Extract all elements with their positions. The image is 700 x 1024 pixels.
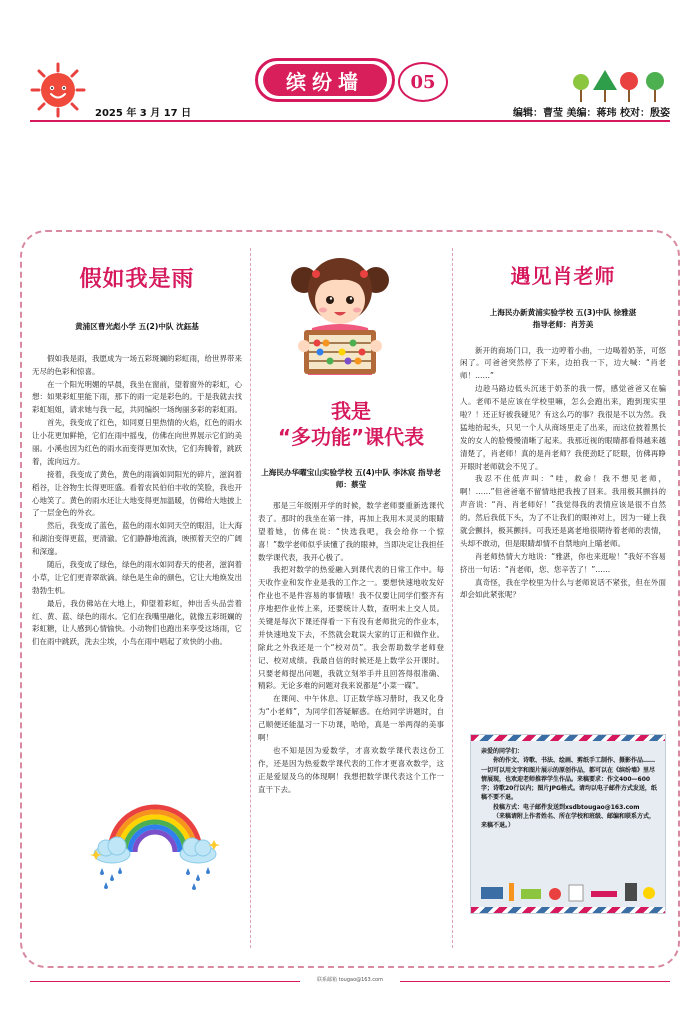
notice-email: 投稿方式：电子邮件发送到xsdbtougao@163.com (493, 803, 640, 811)
article-body (32, 353, 242, 649)
issue-date: 2025 年 3 月 17 日 (95, 108, 192, 119)
article-body (258, 500, 444, 796)
paragraph: 新开的商场门口，我一边哼着小曲，一边喝着奶茶，可悠闲了。可爸爸突然停了下来，边拍我一下，边大喊：“肖老师！……” (460, 345, 666, 381)
article-teacher (460, 250, 666, 602)
article-title: 遇见肖老师 (510, 264, 616, 288)
paragraph: 随后，我变成了绿色，绿色的雨水如同春天的使者，滋润着小草，让它们更青翠欲滴。绿色是生命的颜色，它让大地焕发出勃勃生机。 (32, 560, 242, 595)
paragraph: 首先，我变成了红色，如同夏日里热情的火焰，红色的雨水让小花更加鲜艳，它们在雨中摇曳，仿佛在向世界展示它们的美丽。小溪也因为红色的雨水而变得更加欢快，它们奔腾着，跳跃着，流向远方。 (32, 418, 242, 466)
submission-notice (470, 734, 666, 914)
sun-mascot-icon (30, 62, 86, 118)
column-divider (452, 248, 453, 948)
section-title: 缤纷墙 (263, 64, 387, 96)
article-body (460, 345, 666, 603)
notice-salutation: 亲爱的同学们： (481, 748, 524, 755)
paragraph: 我忍不住低声叫：“哇，救命！我不想见老师，啊！……”但爸爸毫不留情地把我拽了回来。我用极其颤抖的声音说：“肖、肖老师好！”我觉得我的表情应该是很不自然的。然后我低下头，为了不让我们的眼神对上，因为一碰上我就会颤抖，极其颤抖。可我还是离老地很期待着老师的表情，头却不敢动，但是眼睛却情不自禁地向上瞄老师。 (460, 474, 666, 548)
section-title-badge (255, 58, 395, 102)
paragraph: 假如我是雨，我愿成为一场五彩斑斓的彩虹雨，给世界带来无尽的色彩和惊喜。 (32, 353, 242, 376)
byline-teacher: 指导老师：肖芳美 (532, 319, 594, 329)
paragraph: 然后，我变成了蓝色，蓝色的雨水如同天空的眼泪，让大海和湖泊变得更蓝，更清澈。它们静静地流淌，映照着天空的广阔和深邃。 (32, 521, 242, 557)
article-byline: 上海民办华曜宝山实验学校 五(4)中队 李沐宸 指导老师：蔡莹 (261, 468, 441, 489)
notice-stripe (471, 735, 665, 741)
rainbow-illustration-icon (90, 790, 220, 890)
paragraph: 真奇怪，我在学校里为什么与老师说话不紧张，但在外面却会如此紧张呢？ (460, 577, 666, 600)
paragraph: 接着，我变成了黄色，黄色的雨滴如同阳光的碎片，滋润着稻谷，让谷物生长得更旺盛。看着农民伯伯丰收的笑脸，我也开心地笑了。黄色的雨水还让大地变得更加温暖，仿佛给大地披上了一层金色的外衣。 (32, 469, 242, 518)
paragraph: 肖老师热情大方地说：“雅湛，你也来逛啦！”我好不容易挤出一句话：“肖老师，您、您辛苦了！”…… (460, 551, 666, 574)
girl-with-abacus-illustration-icon (290, 250, 390, 385)
footer-contact: 联系邮箱 tougao@163.com (311, 977, 389, 983)
notice-note: （来稿请附上作者姓名、所在学校和班级、邮编和联系方式，来稿不退。） (481, 813, 656, 830)
article-rain (32, 250, 242, 649)
paragraph: 也不知是因为爱数学，才喜欢数学课代表这份工作，还是因为热爱数学课代表的工作才更喜欢数学，这正是爱屋及乌的体现啊！我想把数学课代表这个工作一直干下去。 (258, 745, 444, 794)
paragraph: 我把对数学的热爱融入到课代表的日常工作中。每天收作业和发作业是我的工作之一。要想快速地收发好作业也不是件容易的事情哦！我不仅要让同学们整齐有序地把作业传上来，还要统计人数，查明未上交人员。关键是每次下课还得看一下有没有老师批完的作业本，并快速地发下去，不然就会耽误大家的订正和做作业。除此之外我还是一个“校对员”。我会帮助数学老师登记、校对成绩。我最自信的时候还是上数学公开课时。只要老师提出问题，我就立刻举手并且回答得很准确、精彩。无论多难的问题对我来说都是“小菜一碟”。 (258, 565, 444, 691)
article-byline: 黄浦区曹光彪小学 五(2)中队 沈鈺基 (75, 322, 199, 331)
trees-decoration-icon (572, 68, 672, 104)
paragraph: 边趁马路边低头沉迷于奶茶的我一愣，感觉爸爸又在骗人。老师不是应该在学校里嘛，怎么会跑出来，跑到现实里啦？！还正好被我碰见？有这么巧的事？我很是不以为然。我猛地抬起头，只见一个人从商场里走了出来，而这位披着黑长发的女人的脸慢慢清晰了起来。我那近视的眼睛都看得越来越清楚了，肖老师！真的是肖老师？我使劲眨了眨眼，仿佛再睁开眼时老师就会不见了。 (460, 384, 666, 471)
masthead (0, 0, 700, 120)
article-title-line: 我是 (331, 399, 371, 423)
paragraph: 在一个阳光明媚的早晨，我坐在窗前，望着窗外的彩虹，心想：如果彩虹里能下雨，那下的雨一定是彩色的。于是我就去找彩虹姐姐，请求她与我一起，共同编织一场绚丽多彩的彩虹雨。 (32, 379, 242, 415)
staff-credits: 编辑：曹莹 美编：蒋玮 校对：殷姿 (513, 108, 670, 119)
stationery-decoration-icon (477, 877, 661, 903)
notice-stripe (471, 907, 665, 913)
paragraph: 在课间、中午休息、订正数学练习册时，我又化身为“小老师”，为同学们答疑解惑。在给同学讲题时，自己顺便还能温习一下功课，哈哈，真是一举两得的美事啊！ (258, 694, 444, 743)
paragraph: 最后，我仿佛站在大地上，仰望着彩虹，伸出舌头品尝着红、黄、蓝、绿色的雨水。它们在我嘴里融化，就像五彩斑斓的彩虹糖，让人感到心情愉快。小动物们也跑出来享受这场雨，它们在雨中跳跃，洗去尘埃，小鸟在雨中唱起了欢快的小曲。 (32, 598, 242, 647)
article-title-line: “多功能”课代表 (277, 425, 425, 449)
page-number: 05 (398, 62, 448, 102)
paragraph: 那是三年级刚开学的时候，数学老师要重新选课代表了。那时的我坐在第一排，再加上我用木灵灵的眼睛望着她，仿佛在说：“快选我吧，我会给你一个惊喜！”数学老师似乎读懂了我的眼神，当即决定让我担任数学课代表，我开心极了。 (258, 501, 444, 562)
article-title: 假如我是雨 (79, 267, 195, 292)
footer (0, 976, 700, 983)
byline-school: 上海民办新黄浦实验学校 五(3)中队 徐雅湛 (489, 308, 637, 317)
notice-body: 你的作文、诗歌、书法、绘画、剪纸手工制作、摄影作品……一切可以用文字和图片展示的原创作品，都可以在《缤纷墙》里尽情展现，也欢迎老师推荐学生作品。来稿要求：作文400—600字；诗歌20行以内；图片JPG格式。请均以电子邮件方式发送，纸稿不要不退。 (481, 757, 657, 802)
article-byline (460, 307, 666, 331)
notice-text (481, 747, 657, 831)
article-title (258, 398, 444, 450)
header-rule (30, 120, 670, 122)
column-divider (250, 248, 251, 948)
